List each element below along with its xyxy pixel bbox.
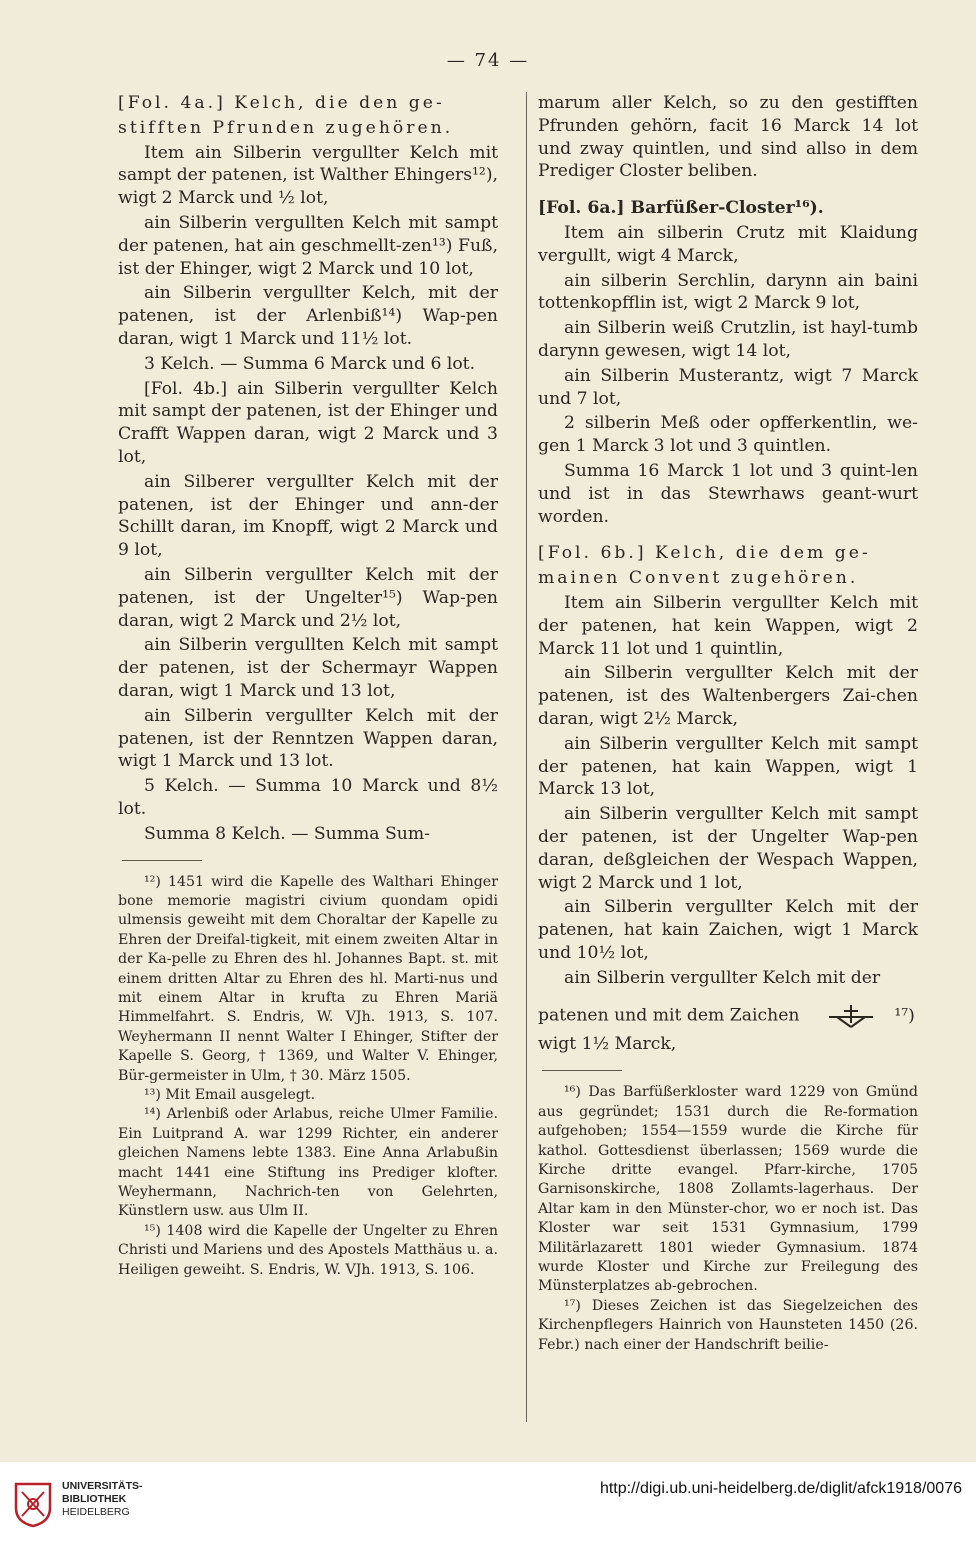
paragraph: ain Silberin vergullten Kelch mit sampt der patenen, ist der Schermayr Wappen daran, wigt 1 Marck und 13 lot, [118,635,498,701]
institution-line: HEIDELBERG [62,1506,130,1518]
paragraph: Item ain silberin Crutz mit Klaidung vergullt, wigt 4 Marck, [538,222,918,266]
footnote-divider [122,860,202,861]
footnote: ¹²) 1451 wird die Kapelle des Walthari Ehinger bone memorie magistri civium quondam opidi ulmensis geweiht mit dem Choraltar der Kapelle zu Ehren der Dreifal-tigkeit, mit einem zweiten Altar in der Ka-pelle zu Ehren des hl. Johannes Bapt. st. mit einem dritten Altar zu Ehren des hl. Marti-nus und mit einem Altar in krufta zu Ehren Mariä Himmelfahrt. S. Endris, W. VJh. 1913, S. 107. Weyhermann II nennt Walter I Ehinger, Stifter der Kapelle S. Georg, † 1369, und Walter V. Ehinger, Bür-germeister in Ulm, † 30. März 1505. [118,873,498,1084]
paragraph: ain Silberin vergullter Kelch mit sampt der patenen, hat kain Wappen, wigt 1 Marck 13 lot, [538,733,918,800]
paragraph: ain Silberin vergullter Kelch mit der [564,967,881,988]
paragraph: ain Silberin Musterantz, wigt 7 Marck und 7 lot, [538,365,918,409]
left-column [118,92,498,1280]
right-column [538,92,918,1355]
footnote-ref: ¹⁷) [894,1005,915,1026]
section-heading-line: [Fol. 6b.] Kelch, die dem ge- [538,543,871,564]
footnote: ¹⁶) Das Barfüßerkloster ward 1229 von Gmünd aus gegründet; 1531 durch die Re-formation aufgehoben; 1554—1559 wurde die Kirche für kathol. Gottesdienst überlassen; 1569 wurde die Kirche dritte evangel. Pfarr-kirche, 1705 Garnisonskirche, 1808 Zollamts-lagerhaus. Der Altar kam in den Münster-chor, wo er noch ist. Das Kloster war seit 1531 Gymnasium, 1799 Militärlazarett 1801 wieder Gymnasium. 1874 wurde Kloster und Kirche zur Freilegung des Münsterplatzes ab-gebrochen. [538,1084,918,1295]
paragraph: ain silberin Serchlin, darynn ain baini tottenkopfflin ist, wigt 2 Marck 9 lot, [538,270,918,314]
section-heading-line: stifften Pfrunden zugehören. [118,117,454,138]
section-heading-line: mainen Convent zugehören. [538,568,859,589]
paragraph: Item ain Silberin vergullter Kelch mit der patenen, hat kein Wappen, wigt 2 Marck 11 lot und 1 quintlin, [538,592,918,659]
paragraph: 3 Kelch. — Summa 6 Marck und 6 lot. [144,353,476,374]
section-heading-line: [Fol. 4a.] Kelch, die den ge- [118,93,445,113]
paragraph: Summa 16 Marck 1 lot und 3 quint-len und ist in das Stewrhaws geant-wurt worden. [538,460,918,527]
footnote: ¹³) Mit Email ausgelegt. [144,1086,316,1103]
seal-mark-icon [827,1003,875,1029]
paragraph: ain Silberin vergullten Kelch mit sampt der patenen, hat ain geschmellt-zen¹³) Fuß, ist der Ehinger, wigt 2 Marck und 10 lot, [118,212,498,279]
footnotes [538,1083,918,1355]
paragraph: ain Silberin weiß Crutzlin, ist hayl-tumb darynn gewesen, wigt 14 lot, [538,318,918,361]
paragraph: wigt 1½ Marck, [538,1034,677,1055]
footnote: ¹⁵) 1408 wird die Kapelle der Ungelter zu Ehren Christi und Mariens und des Apostels Matthäus u. a. Heiligen geweiht. S. Endris, W. VJh. 1913, S. 106. [118,1222,498,1278]
footnote: ¹⁴) Arlenbiß oder Arlabus, reiche Ulmer Familie. Ein Luitprand A. war 1299 Richter, ein anderer gleichen Namens lebte 1383. Eine Anna Arlabußin macht 1441 eine Stiftung ins Prediger klofter. Weyhermann, Nachrich-ten von Gelehrten, Künstlern usw. aus Ulm II. [118,1106,498,1220]
footnote-divider [542,1070,622,1071]
paragraph: ain Silberin vergullter Kelch, mit der patenen, ist der Arlenbiß¹⁴) Wap-pen daran, wigt 1 Marck und 11½ lot. [118,283,498,349]
institution-line: UNIVERSITÄTS- [62,1480,143,1492]
paragraph-text: patenen und mit dem Zaichen [538,1005,800,1026]
section-heading: [Fol. 6a.] Barfüßer-Closter¹⁶). [538,198,824,219]
paragraph: Item ain Silberin vergullter Kelch mit sampt der patenen, ist Walther Ehingers¹²), wigt 2 Marck und ½ lot, [118,142,498,209]
institution-line: BIBLIOTHEK [62,1493,127,1505]
footnotes [118,873,498,1281]
paragraph: ain Silberin vergullter Kelch mit der patenen, ist der Ungelter¹⁵) Wap-pen daran, wigt 2 Marck und 2½ lot, [118,564,498,631]
institution-name [62,1480,143,1519]
footnote: ¹⁷) Dieses Zeichen ist das Siegelzeichen des Kirchenpflegers Hainrich von Haunsteten 1450 (26. Febr.) nach einer der Handschrift beilie- [538,1297,918,1353]
paragraph: ain Silberer vergullter Kelch mit der patenen, ist der Ehinger und ann-der Schillt daran, im Knopff, wigt 2 Marck und 9 lot, [118,471,498,561]
paragraph: ain Silberin vergullter Kelch mit der patenen, ist des Waltenbergers Zai-chen daran, wigt 2½ Marck, [538,663,918,729]
paragraph: 5 Kelch. — Summa 10 Marck und 8½ lot. [118,776,498,819]
paragraph [538,1003,918,1029]
paragraph: ain Silberin vergullter Kelch mit der patenen, hat kain Zaichen, wigt 1 Marck und 10½ lot, [538,897,918,963]
paragraph: [Fol. 4b.] ain Silberin vergullter Kelch mit sampt der patenen, ist der Ehinger und Crafft Wappen daran, wigt 2 Marck und 3 lot, [118,378,498,467]
paragraph: Summa 8 Kelch. — Summa Sum- [144,823,430,844]
university-seal-icon [12,1480,54,1528]
source-url-link[interactable]: http://digi.ub.uni-heidelberg.de/diglit/afck1918/0076 [599,1480,962,1497]
column-divider [526,92,527,1422]
paragraph: marum aller Kelch, so zu den gestifften Pfrunden gehörn, facit 16 Marck 14 lot und zway quintlen, und sind allso in dem Prediger Closter beliben. [538,93,918,182]
paragraph: ain Silberin vergullter Kelch mit der patenen, ist der Renntzen Wappen daran, wigt 1 Marck und 13 lot. [118,705,498,772]
paragraph: ain Silberin vergullter Kelch mit sampt der patenen, ist der Ungelter Wap-pen daran, deßgleichen der Wespach Wappen, wigt 2 Marck und 1 lot, [538,804,918,893]
footer-bar [0,1462,976,1545]
page-number: — 74 — [446,50,530,71]
paragraph: 2 silberin Meß oder opfferkentlin, we-gen 1 Marck 3 lot und 3 quintlen. [538,413,918,457]
